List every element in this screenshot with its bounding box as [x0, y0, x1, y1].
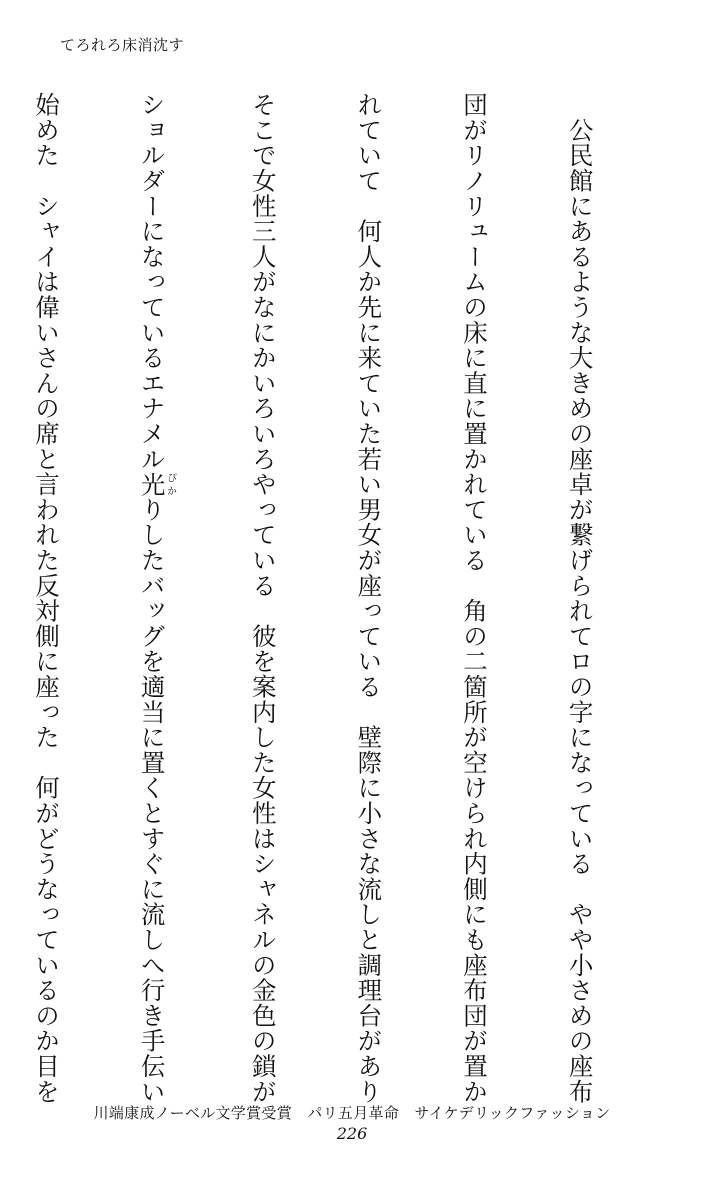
text-line: れていて 何人か先に来ていた若い男女が座っている 壁際に小さな流しと調理台があり	[354, 92, 384, 1104]
text-line: 始めた シャイは偉いさんの席と言われた反対側に座った 何がどうなっているのか目を	[32, 92, 62, 1104]
page-number: 226	[336, 1124, 368, 1143]
text-line: ショルダーになっているエナメル光ぴかりしたバッグを適当に置くとすぐに流しへ行き手伝い	[137, 92, 176, 1105]
footer-book-title: 川端康成ノーベル文学賞受賞 パリ五月革命 サイケデリックファッション	[93, 1104, 611, 1122]
text-line: そこで女性三人がなにかいろいろやっている 彼を案内した女性はシャネルの金色の鎖が	[248, 92, 278, 1104]
body-text	[28, 92, 668, 1105]
text-line: 公民館にあるような大きめの座卓が繋げられてロの字になっている やや小さめの座布	[565, 92, 595, 1104]
ruby-annotation: 光ぴか	[137, 471, 176, 497]
text-line: 団がリノリュームの床に直に置かれている 角の二箇所が空けられ内側にも座布団が置か	[459, 92, 489, 1104]
running-head-title: てろれろ床消沈す	[60, 36, 185, 54]
